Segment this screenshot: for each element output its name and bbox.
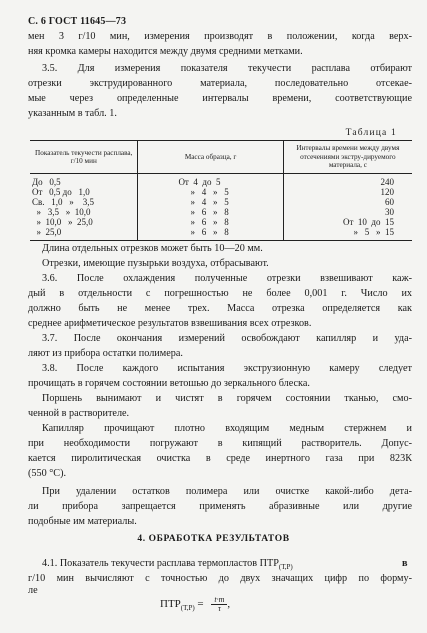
table-cell: 120 bbox=[380, 187, 394, 197]
paragraph-line: прочищать в горячем состоянии ветошью до зеркального блеска. bbox=[28, 378, 310, 389]
table-cell: » 4 » 5 bbox=[190, 187, 229, 197]
paragraph-line: ляют из прибора остатки полимера. bbox=[28, 348, 183, 359]
table-column-time-interval bbox=[283, 174, 412, 241]
paragraph-line: ли прибора запрещается применять абразивные или другие bbox=[28, 501, 412, 512]
table-cell: До 0,5 bbox=[32, 177, 61, 187]
section-heading: 4. ОБРАБОТКА РЕЗУЛЬТАТОВ bbox=[137, 534, 290, 544]
table-cell: » 6 » 8 bbox=[190, 227, 229, 237]
paragraph-line: При удалении остатков полимера или очистке какой-либо дета- bbox=[42, 486, 412, 497]
table-cell: Св. 1,0 » 3,5 bbox=[32, 197, 95, 207]
table-cell: От 0,5 до 1,0 bbox=[32, 187, 90, 197]
paragraph-line: кается пиролитическая очистка в среде инертного газа при 823К bbox=[28, 453, 412, 464]
paragraph-line: 3.6. После охлаждения полученные отрезки взвешивают каж- bbox=[42, 273, 412, 284]
table-cell: 30 bbox=[385, 207, 394, 217]
table-cell: 240 bbox=[380, 177, 394, 187]
paragraph-line: отрезки экструдированного материала, последовательно отсекае- bbox=[28, 78, 412, 89]
table-header-cell: Интервалы времени между двумя отсечениями экстру-дируемого материала, с bbox=[283, 141, 412, 174]
table-cell: » 10,0 » 25,0 bbox=[32, 217, 93, 227]
paragraph-line: 3.7. После окончания измерений освобождают капилляр и уда- bbox=[42, 333, 412, 344]
table-cell: » 4 » 5 bbox=[190, 197, 229, 207]
formula-inline-subscript: (Т,Р) bbox=[278, 563, 293, 572]
data-table bbox=[30, 140, 412, 241]
table-column-melt-index bbox=[30, 174, 138, 241]
table-row bbox=[30, 174, 412, 241]
paragraph-line: мые через определенные интервалы времени, соответствующие bbox=[28, 93, 412, 104]
paragraph-line: указанным в табл. 1. bbox=[28, 108, 117, 119]
formula-fraction bbox=[211, 596, 227, 613]
paragraph-line: ле bbox=[28, 585, 38, 596]
formula bbox=[160, 596, 230, 613]
paragraph-line: должно быть не менее трех. Масса отрезка определяется как bbox=[28, 303, 412, 314]
paragraph-line: няя кромка камеры находится между двумя средними метками. bbox=[28, 46, 303, 57]
formula-subscript: (Т,Р) bbox=[180, 604, 195, 613]
paragraph-line: мен 3 г/10 мин, измерения производят в положении, когда верх- bbox=[28, 31, 412, 42]
paragraph-line: Поршень вынимают и чистят в горячем состоянии тканью, смо- bbox=[42, 393, 412, 404]
table-cell: » 6 » 8 bbox=[190, 217, 229, 227]
table-column-sample-mass bbox=[138, 174, 283, 241]
page-header: С. 6 ГОСТ 11645—73 bbox=[28, 16, 127, 27]
table-cell: » 5 » 15 bbox=[353, 227, 394, 237]
paragraph-line: при необходимости погружают в кипящий растворитель. Допус- bbox=[28, 438, 412, 449]
paragraph-line: 3.8. После каждого испытания экструзионную камеру следует bbox=[42, 363, 412, 374]
paragraph-line: ченной в растворителе. bbox=[28, 408, 130, 419]
table-cell: От 4 до 5 bbox=[178, 177, 221, 187]
table-cell: » 3,5 » 10,0 bbox=[32, 207, 91, 217]
table-cell: » 6 » 8 bbox=[190, 207, 229, 217]
paragraph-line-end: в bbox=[402, 558, 408, 569]
paragraph-line: Капилляр прочищают плотно входящим медным стержнем и bbox=[42, 423, 412, 434]
paragraph-line: дый в отдельности с погрешностью не более 0,001 г. Число их bbox=[28, 288, 412, 299]
formula-inline-text: 4.1. Показатель текучести расплава термопластов ПТР bbox=[42, 558, 279, 569]
paragraph-line: 3.5. Для измерения показателя текучести расплава отбирают bbox=[42, 63, 412, 74]
table-header-cell: Масса образца, г bbox=[138, 141, 283, 174]
paragraph-line: подобные им материалы. bbox=[28, 516, 137, 527]
formula-denominator: τ bbox=[217, 604, 221, 613]
paragraph-line: (550 °С). bbox=[28, 468, 67, 479]
formula-equals: = bbox=[194, 598, 207, 611]
formula-tail: , bbox=[227, 598, 231, 611]
table-cell: 60 bbox=[385, 197, 394, 207]
table-header-cell: Показатель текучести расплава, г/10 мин bbox=[30, 141, 138, 174]
paragraph-line: Отрезки, имеющие пузырьки воздуха, отбрасывают. bbox=[42, 258, 269, 269]
paragraph-line: г/10 мин вычисляют с точностью до двух значащих цифр по форму- bbox=[28, 573, 412, 584]
table-header-row bbox=[30, 141, 412, 174]
table-cell: От 10 до 15 bbox=[342, 217, 394, 227]
paragraph-line: среднее арифметическое результатов взвешивания всех отрезков. bbox=[28, 318, 312, 329]
formula-lhs: ПТР bbox=[160, 598, 181, 611]
table-caption: Таблица 1 bbox=[345, 128, 397, 138]
paragraph-line: Длина отдельных отрезков может быть 10—20 мм. bbox=[42, 243, 263, 254]
formula-numerator: t·m bbox=[211, 596, 227, 605]
table-cell: » 25,0 bbox=[32, 227, 62, 237]
